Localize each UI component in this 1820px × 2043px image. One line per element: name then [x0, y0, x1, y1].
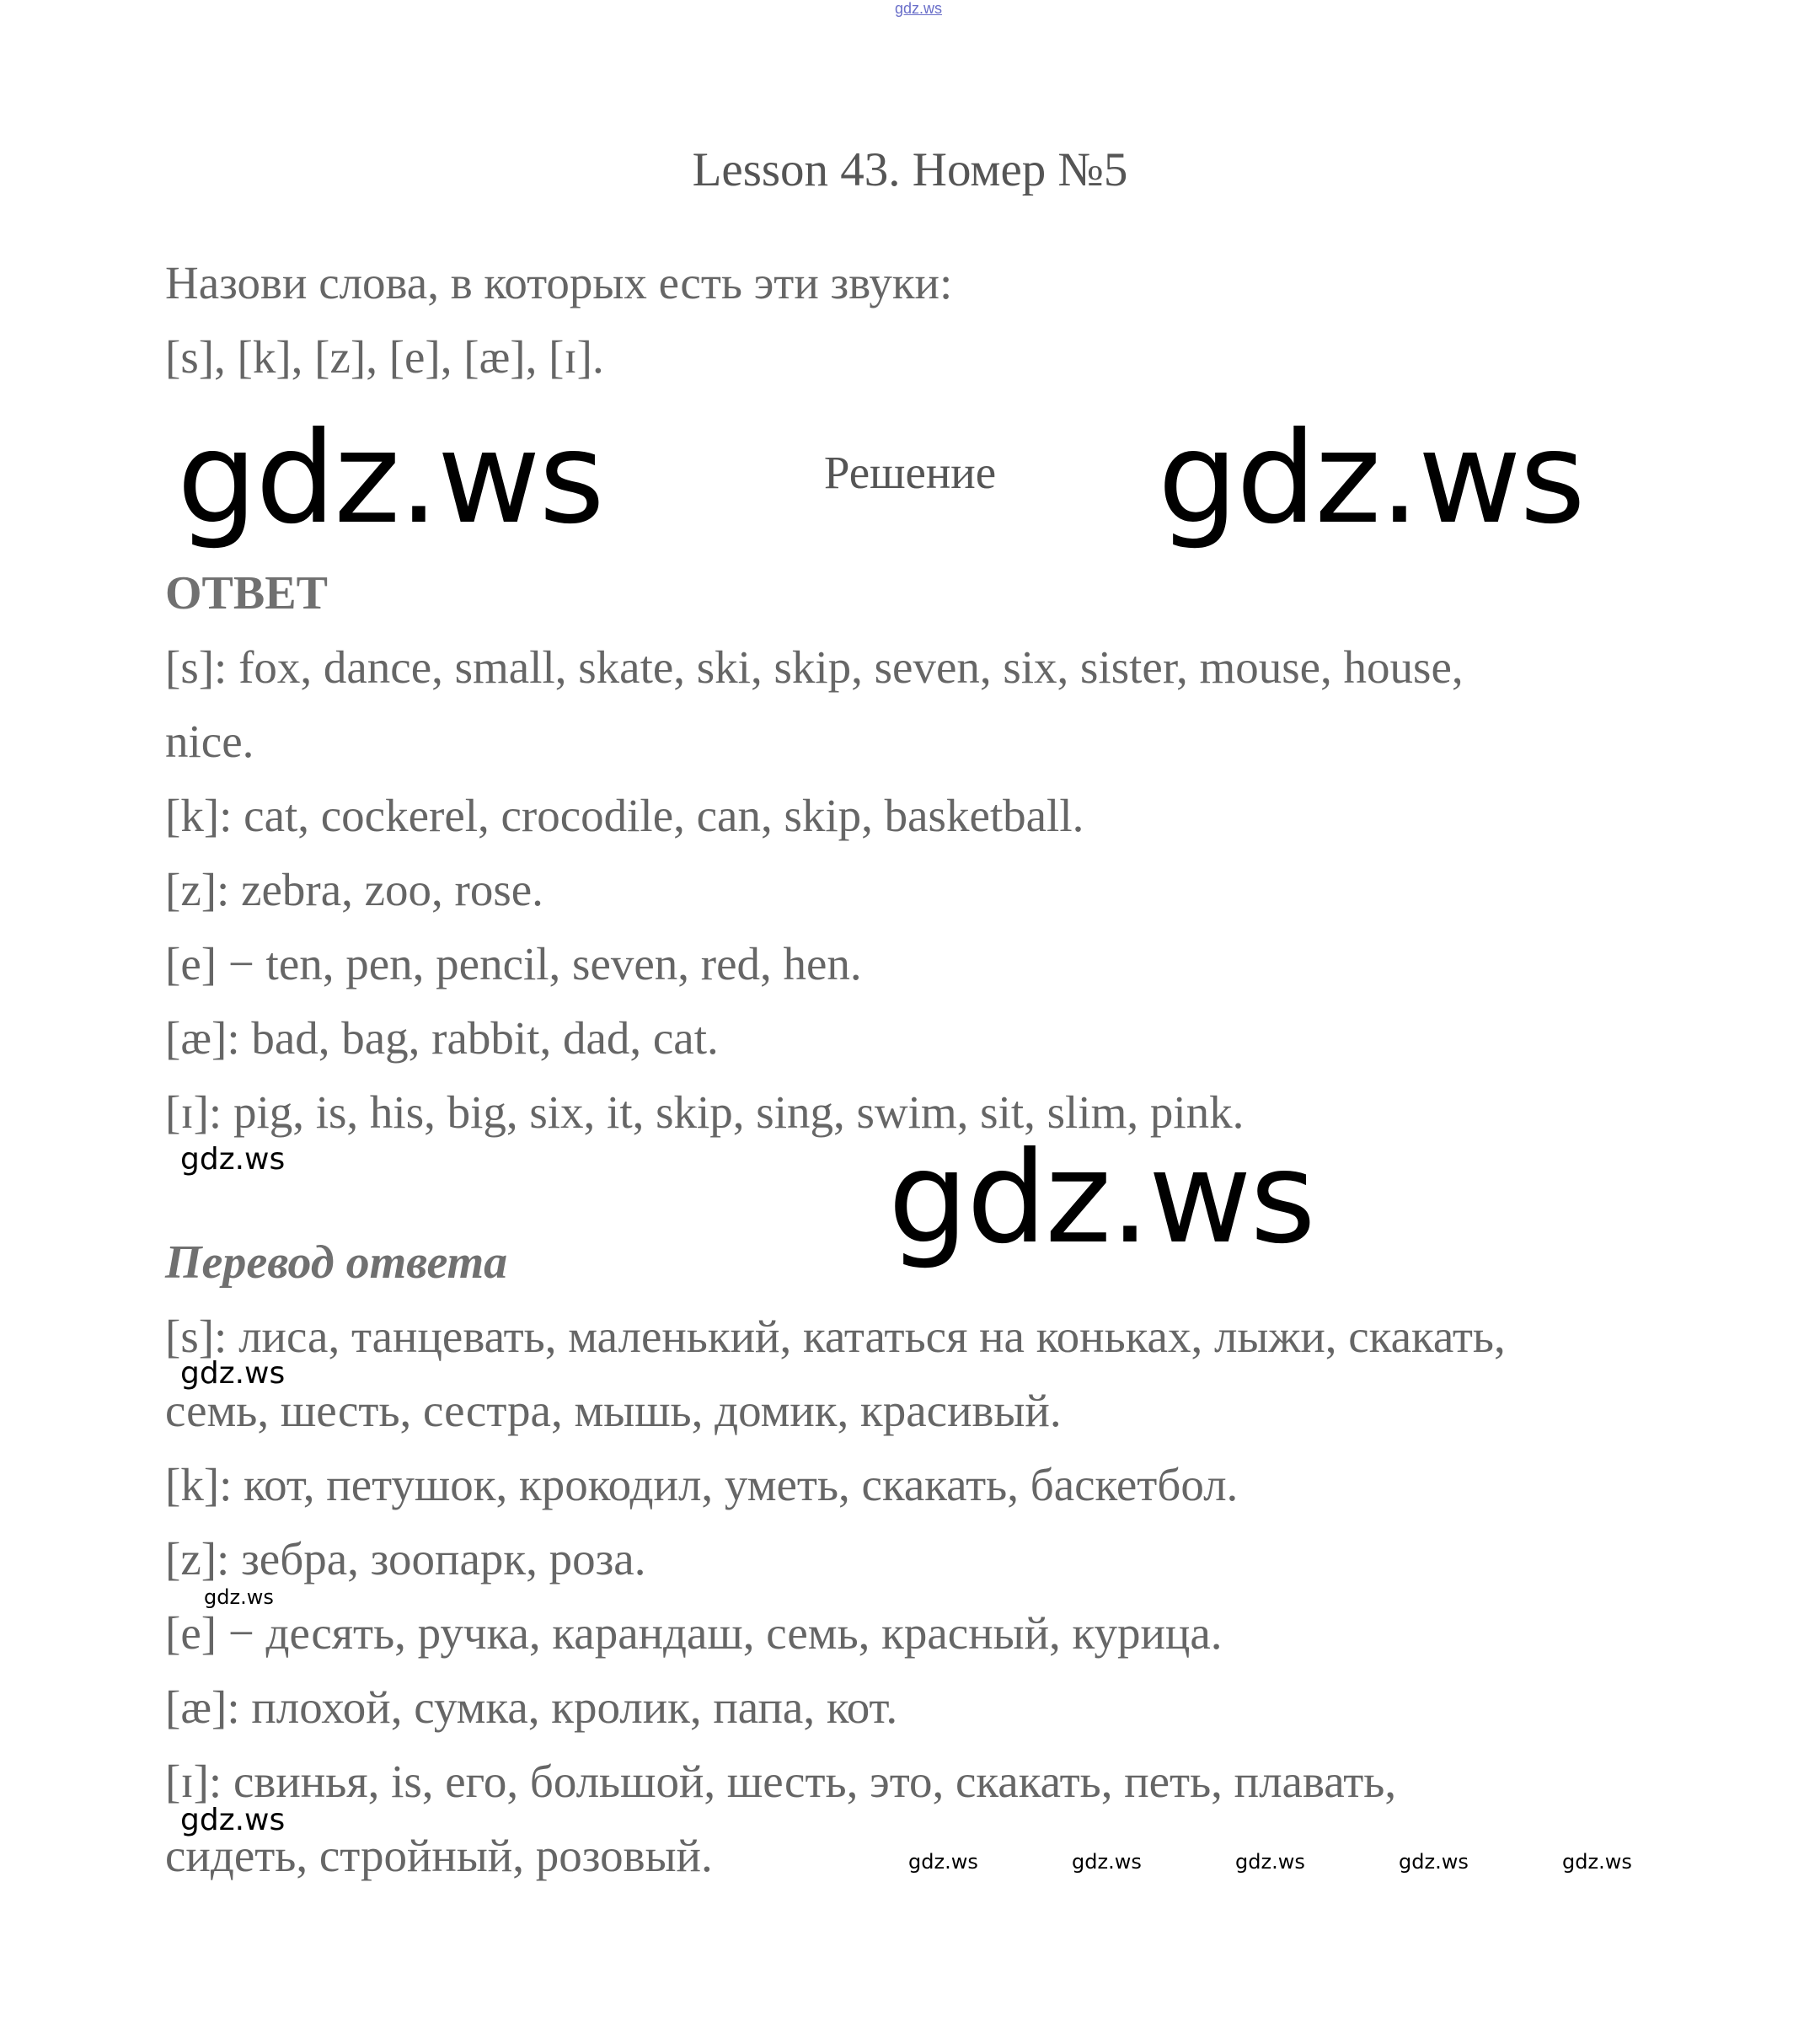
watermark-logo-small: gdz.ws	[180, 1142, 286, 1177]
watermark-logo-small: gdz.ws	[180, 1803, 286, 1837]
task-text	[165, 246, 952, 394]
translation-row: [k]: кот, петушок, крокодил, уметь, скакать, баскетбол.	[165, 1459, 1239, 1510]
watermark-logo-tiny: gdz.ws	[1235, 1850, 1305, 1874]
top-watermark-link[interactable]: gdz.ws	[895, 0, 943, 17]
answer-heading: ОТВЕТ	[165, 567, 328, 619]
translation-heading: Перевод ответа	[165, 1236, 508, 1289]
answer-section	[165, 556, 1682, 1150]
answer-row: [æ]: bad, bag, rabbit, dad, cat.	[165, 1012, 719, 1064]
translation-row: сидеть, стройный, розовый.	[165, 1830, 713, 1881]
watermark-logo-large-left: gdz.ws	[177, 405, 603, 552]
watermark-logo-tiny: gdz.ws	[1562, 1850, 1632, 1874]
watermark-logo-tiny: gdz.ws	[908, 1850, 978, 1874]
translation-section	[165, 1225, 1682, 1893]
translation-row: [æ]: плохой, сумка, кролик, папа, кот.	[165, 1681, 898, 1733]
translation-row: [ɪ]: свинья, is, его, большой, шесть, это, скакать, петь, плавать,	[165, 1756, 1397, 1807]
answer-row: [e] − ten, pen, pencil, seven, red, hen.	[165, 938, 862, 989]
answer-row: [z]: zebra, zoo, rose.	[165, 864, 543, 915]
answer-row: [k]: cat, cockerel, crocodile, can, skip, basketball.	[165, 790, 1084, 841]
translation-row: [e] − десять, ручка, карандаш, семь, красный, курица.	[165, 1607, 1223, 1659]
watermark-logo-large-center: gdz.ws	[888, 1125, 1314, 1272]
answer-row: [s]: fox, dance, small, skate, ski, skip, seven, six, sister, mouse, house,	[165, 641, 1464, 693]
solution-label: Решение	[823, 447, 997, 498]
watermark-logo-small: gdz.ws	[204, 1585, 274, 1609]
watermark-logo-tiny: gdz.ws	[1399, 1850, 1469, 1874]
answer-row: [ɪ]: pig, is, his, big, six, it, skip, sing, swim, sit, slim, pink.	[165, 1086, 1245, 1138]
watermark-logo-tiny: gdz.ws	[1072, 1850, 1142, 1874]
watermark-logo-small: gdz.ws	[180, 1356, 286, 1391]
translation-row: семь, шесть, сестра, мышь, домик, красивый.	[165, 1385, 1062, 1436]
translation-row: [z]: зебра, зоопарк, роза.	[165, 1533, 646, 1585]
watermark-logo-large-right: gdz.ws	[1158, 405, 1584, 552]
page-title: Lesson 43. Номер №5	[692, 143, 1128, 196]
answer-row: nice.	[165, 716, 254, 767]
task-line-2: [s], [k], [z], [e], [æ], [ɪ].	[165, 331, 604, 383]
task-line-1: Назови слова, в которых есть эти звуки:	[165, 257, 953, 308]
translation-row: [s]: лиса, танцевать, маленький, кататься на коньках, лыжи, скакать,	[165, 1311, 1506, 1362]
